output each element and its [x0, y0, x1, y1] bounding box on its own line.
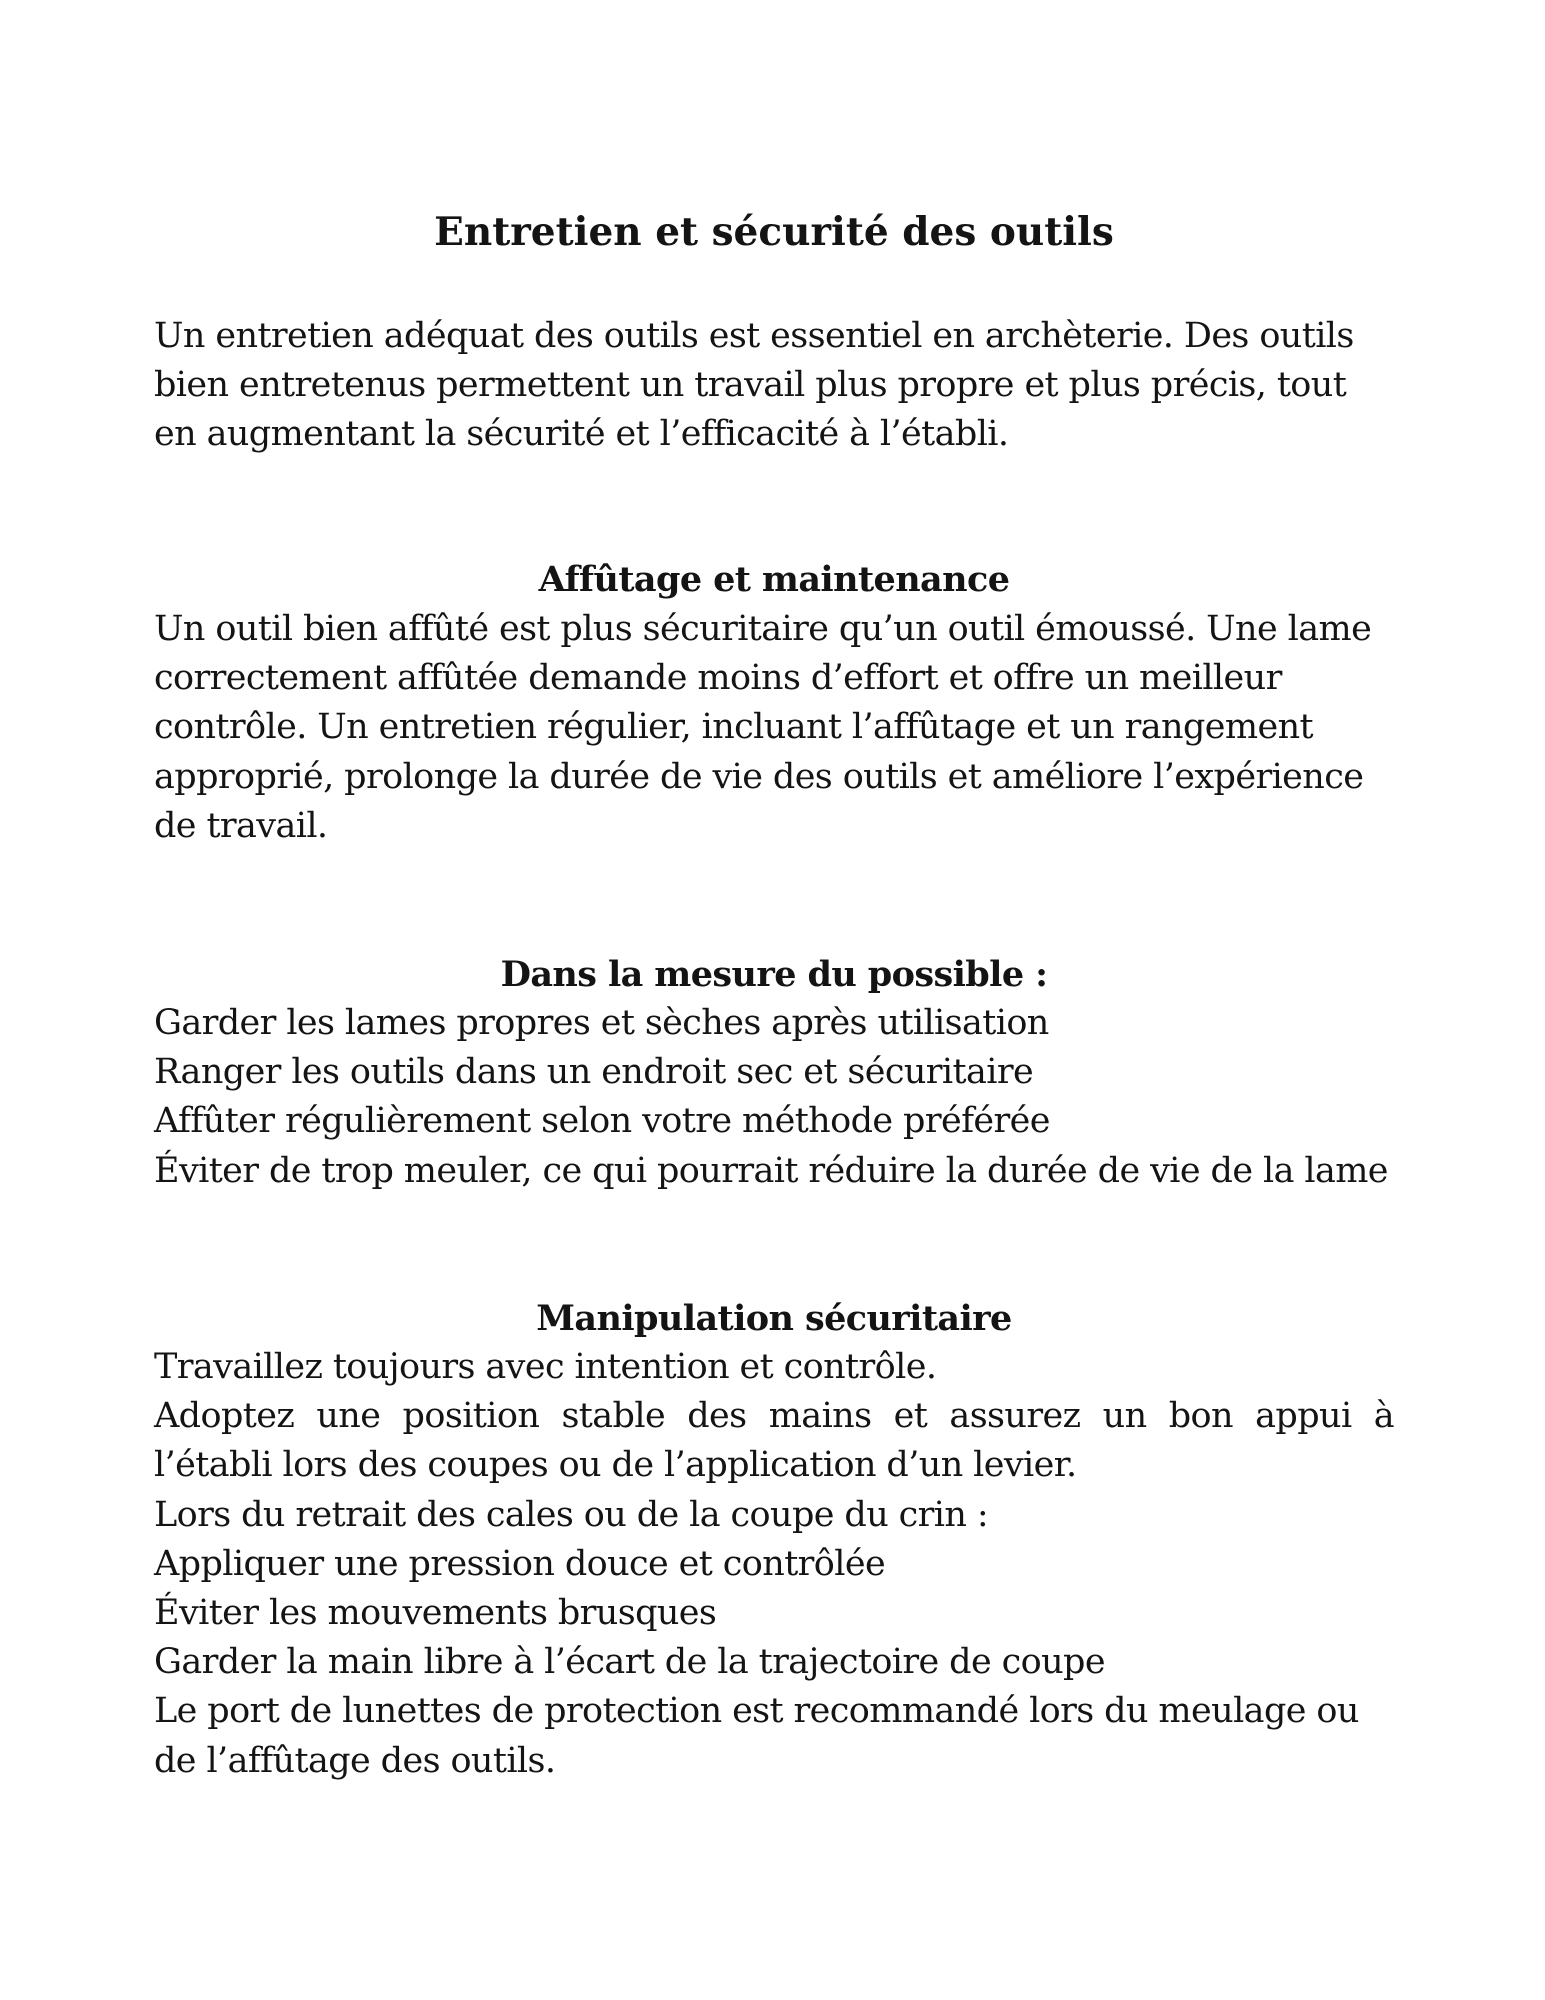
list-item: Ranger les outils dans un endroit sec et sécuritaire: [154, 1052, 1034, 1093]
list-item: Affûter régulièrement selon votre méthode préférée: [154, 1101, 1050, 1142]
list-item: Éviter les mouvements brusques: [154, 1593, 717, 1634]
list-item: Éviter de trop meuler, ce qui pourrait réduire la durée de vie de la lame: [154, 1150, 1388, 1191]
document-title: Entretien et sécurité des outils: [434, 209, 1114, 255]
section-heading-safe-handling: Manipulation sécuritaire: [536, 1298, 1012, 1339]
list-item: Garder les lames propres et sèches après utilisation: [154, 1003, 1049, 1043]
list-item: Lors du retrait des cales ou de la coupe du crin :: [154, 1494, 989, 1535]
list-item: Garder la main libre à l’écart de la trajectoire de coupe: [154, 1642, 1105, 1683]
list-item: Adoptez une position stable des mains et assurez un bon appui à l’établi lors des coupes ou de l’application d’un levier.: [154, 1396, 1394, 1486]
list-item: Le port de lunettes de protection est recommandé lors du meulage ou de l’affûtage des outils.: [154, 1691, 1359, 1781]
section-heading-sharpening: Affûtage et maintenance: [538, 559, 1010, 600]
section-heading-best-practices: Dans la mesure du possible :: [500, 954, 1048, 995]
best-practices-list: [154, 999, 1394, 1196]
section-body-sharpening: Un outil bien affûté est plus sécuritaire qu’un outil émoussé. Une lame correctement affûtée demande moins d’effort et offre un meilleur contrôle. Un entretien régulier, incluant l’affûtage et un rangement approprié, prolonge la durée de vie des outils et améliore l’expérience de travail.: [154, 609, 1372, 846]
list-item: Travaillez toujours avec intention et contrôle.: [154, 1347, 937, 1387]
list-item: Appliquer une pression douce et contrôlée: [154, 1543, 886, 1584]
safe-handling-list: [154, 1343, 1394, 1786]
intro-paragraph: Un entretien adéquat des outils est essentiel en archèterie. Des outils bien entretenus permettent un travail plus propre et plus précis, tout en augmentant la sécurité et l’efficacité à l’établi.: [154, 316, 1354, 455]
